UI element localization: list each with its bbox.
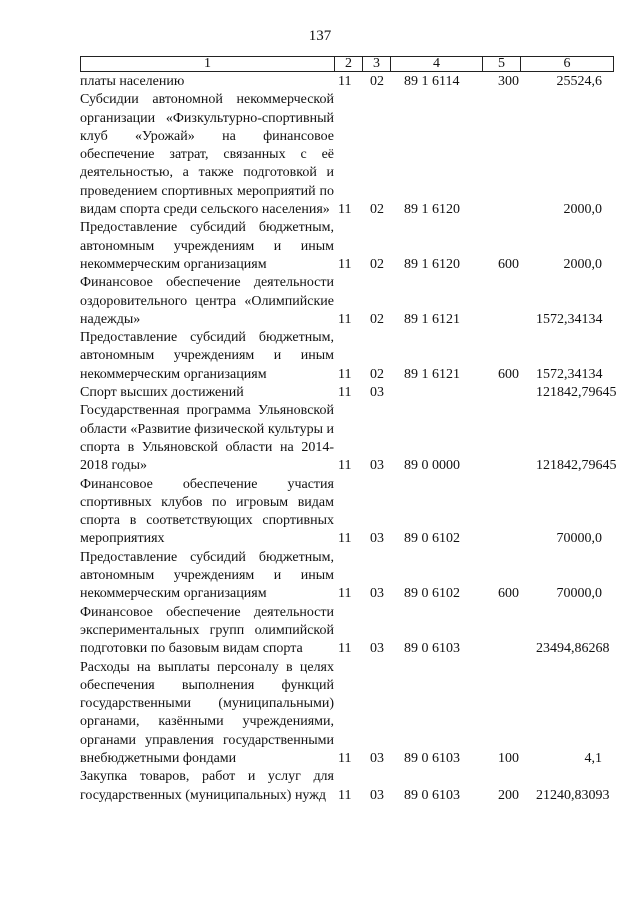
row-section: 11: [338, 531, 352, 547]
row-subsection: 03: [370, 641, 384, 657]
row-target-article: 89 0 6103: [404, 641, 460, 657]
row-amount: 121842,79645: [536, 458, 617, 474]
row-expense-type: 300: [498, 74, 519, 89]
row-amount: 1572,34134: [536, 311, 603, 327]
table-row: [80, 768, 614, 805]
row-target-article: [398, 384, 496, 402]
row-subsection: 03: [370, 787, 384, 803]
row-target-article: 89 1 6121: [404, 311, 460, 327]
row-section: 11: [338, 586, 352, 602]
row-expense-type: 200: [498, 787, 519, 803]
page-number: 137: [308, 28, 332, 44]
row-amount: 1572,34134: [536, 366, 603, 382]
row-description: Финансовое обеспечение деятельности оздоровительного центра «Олимпийские надежды»: [80, 275, 334, 327]
row-section: 11: [338, 311, 352, 327]
row-subsection: 03: [370, 750, 384, 766]
row-expense-type: [496, 384, 536, 402]
table-row: [80, 91, 614, 219]
row-description: Закупка товаров, работ и услуг для государственных (муниципальных) нужд: [80, 769, 334, 803]
row-amount: 4,1: [584, 750, 602, 766]
row-target-article: 89 1 6114: [404, 74, 460, 89]
row-target-article: 89 1 6120: [404, 202, 460, 218]
row-expense-type: [496, 402, 536, 475]
column-header: 3: [363, 57, 391, 71]
row-section: 11: [338, 256, 352, 272]
table-row: [80, 604, 614, 659]
row-subsection: 03: [370, 385, 384, 401]
table-row: [80, 73, 614, 91]
table-row: [80, 476, 614, 549]
row-target-article: 89 0 6102: [404, 586, 460, 602]
row-target-article: 89 1 6121: [404, 366, 460, 382]
row-section: 11: [338, 787, 352, 803]
row-description: Предоставление субсидий бюджетным, автономным учреждениям и иным некоммерческим организациям: [80, 220, 334, 272]
row-description: Предоставление субсидий бюджетным, автономным учреждениям и иным некоммерческим организациям: [80, 330, 334, 382]
table-row: [80, 402, 614, 475]
row-amount: 21240,83093: [536, 787, 610, 803]
row-expense-type: 600: [498, 586, 519, 602]
row-target-article: 89 0 6102: [404, 531, 460, 547]
row-subsection: 02: [370, 311, 384, 327]
row-section: 11: [338, 641, 352, 657]
row-expense-type: 600: [498, 366, 519, 382]
row-subsection: 02: [370, 74, 384, 89]
row-section: 11: [338, 74, 352, 89]
row-amount: 23494,86268: [536, 641, 610, 657]
row-subsection: 02: [370, 366, 384, 382]
row-description: Финансовое обеспечение деятельности экспериментальных групп олимпийской подготовки по базовым видам спорта: [80, 604, 334, 657]
row-section: 11: [338, 385, 352, 401]
column-header: 5: [483, 57, 521, 71]
row-section: 11: [338, 202, 352, 218]
row-subsection: 03: [370, 531, 384, 547]
row-section: 11: [338, 750, 352, 766]
row-description: Предоставление субсидий бюджетным, автономным учреждениям и иным некоммерческим организациям: [80, 549, 334, 602]
row-target-article: 89 0 0000: [404, 458, 460, 474]
row-amount: 2000,0: [563, 202, 602, 218]
row-amount: 70000,0: [556, 586, 602, 602]
row-amount: 2000,0: [563, 256, 602, 272]
row-section: 11: [338, 458, 352, 474]
row-expense-type: [496, 274, 536, 329]
row-subsection: 03: [370, 586, 384, 602]
column-header: 2: [335, 57, 363, 71]
column-header: 4: [391, 57, 483, 71]
row-expense-type: 100: [498, 750, 519, 766]
row-description: Субсидии автономной некоммерческой организации «Физкультурно-спортивный клуб «Урожай» на финансовое обеспечение затрат, связанных с её деятельностью, а также подготовкой и проведением спортивных мероприятий по видам спорта среди сельского населения»: [80, 92, 334, 218]
column-header: 6: [563, 56, 571, 71]
row-subsection: 02: [370, 256, 384, 272]
row-expense-type: 600: [498, 256, 519, 272]
row-expense-type: [496, 91, 536, 219]
row-description: платы населению: [80, 74, 185, 89]
row-description: Спорт высших достижений: [80, 385, 244, 401]
row-target-article: 89 0 6103: [404, 750, 460, 766]
table-row: [80, 274, 614, 329]
row-target-article: 89 0 6103: [404, 787, 460, 803]
table-row: [80, 549, 614, 604]
column-header: 1: [81, 57, 335, 71]
table-row: [80, 659, 614, 769]
row-amount: 25524,6: [556, 74, 602, 89]
row-expense-type: [496, 476, 536, 549]
table-row: [80, 384, 614, 402]
table-row: [80, 329, 614, 384]
row-description: Государственная программа Ульяновской области «Развитие физической культуры и спорта в Ульяновской области на 2014-2018 годы»: [80, 403, 334, 474]
row-amount: 121842,79645: [536, 385, 617, 401]
budget-table: [80, 73, 617, 805]
table-row: [80, 219, 614, 274]
row-amount: 70000,0: [556, 531, 602, 547]
row-target-article: 89 1 6120: [404, 256, 460, 272]
table-header: [80, 56, 614, 72]
row-section: 11: [338, 366, 352, 382]
row-subsection: 02: [370, 202, 384, 218]
row-description: Финансовое обеспечение участия спортивных клубов по игровым видам спорта в соответствующих спортивных мероприятиях: [80, 476, 334, 547]
row-description: Расходы на выплаты персоналу в целях обеспечения выполнения функций государственными (муниципальными) органами, казёнными учреждениями, органами управления государственными внебюджетными фондами: [80, 659, 334, 766]
row-subsection: 03: [370, 458, 384, 474]
row-expense-type: [496, 604, 536, 659]
